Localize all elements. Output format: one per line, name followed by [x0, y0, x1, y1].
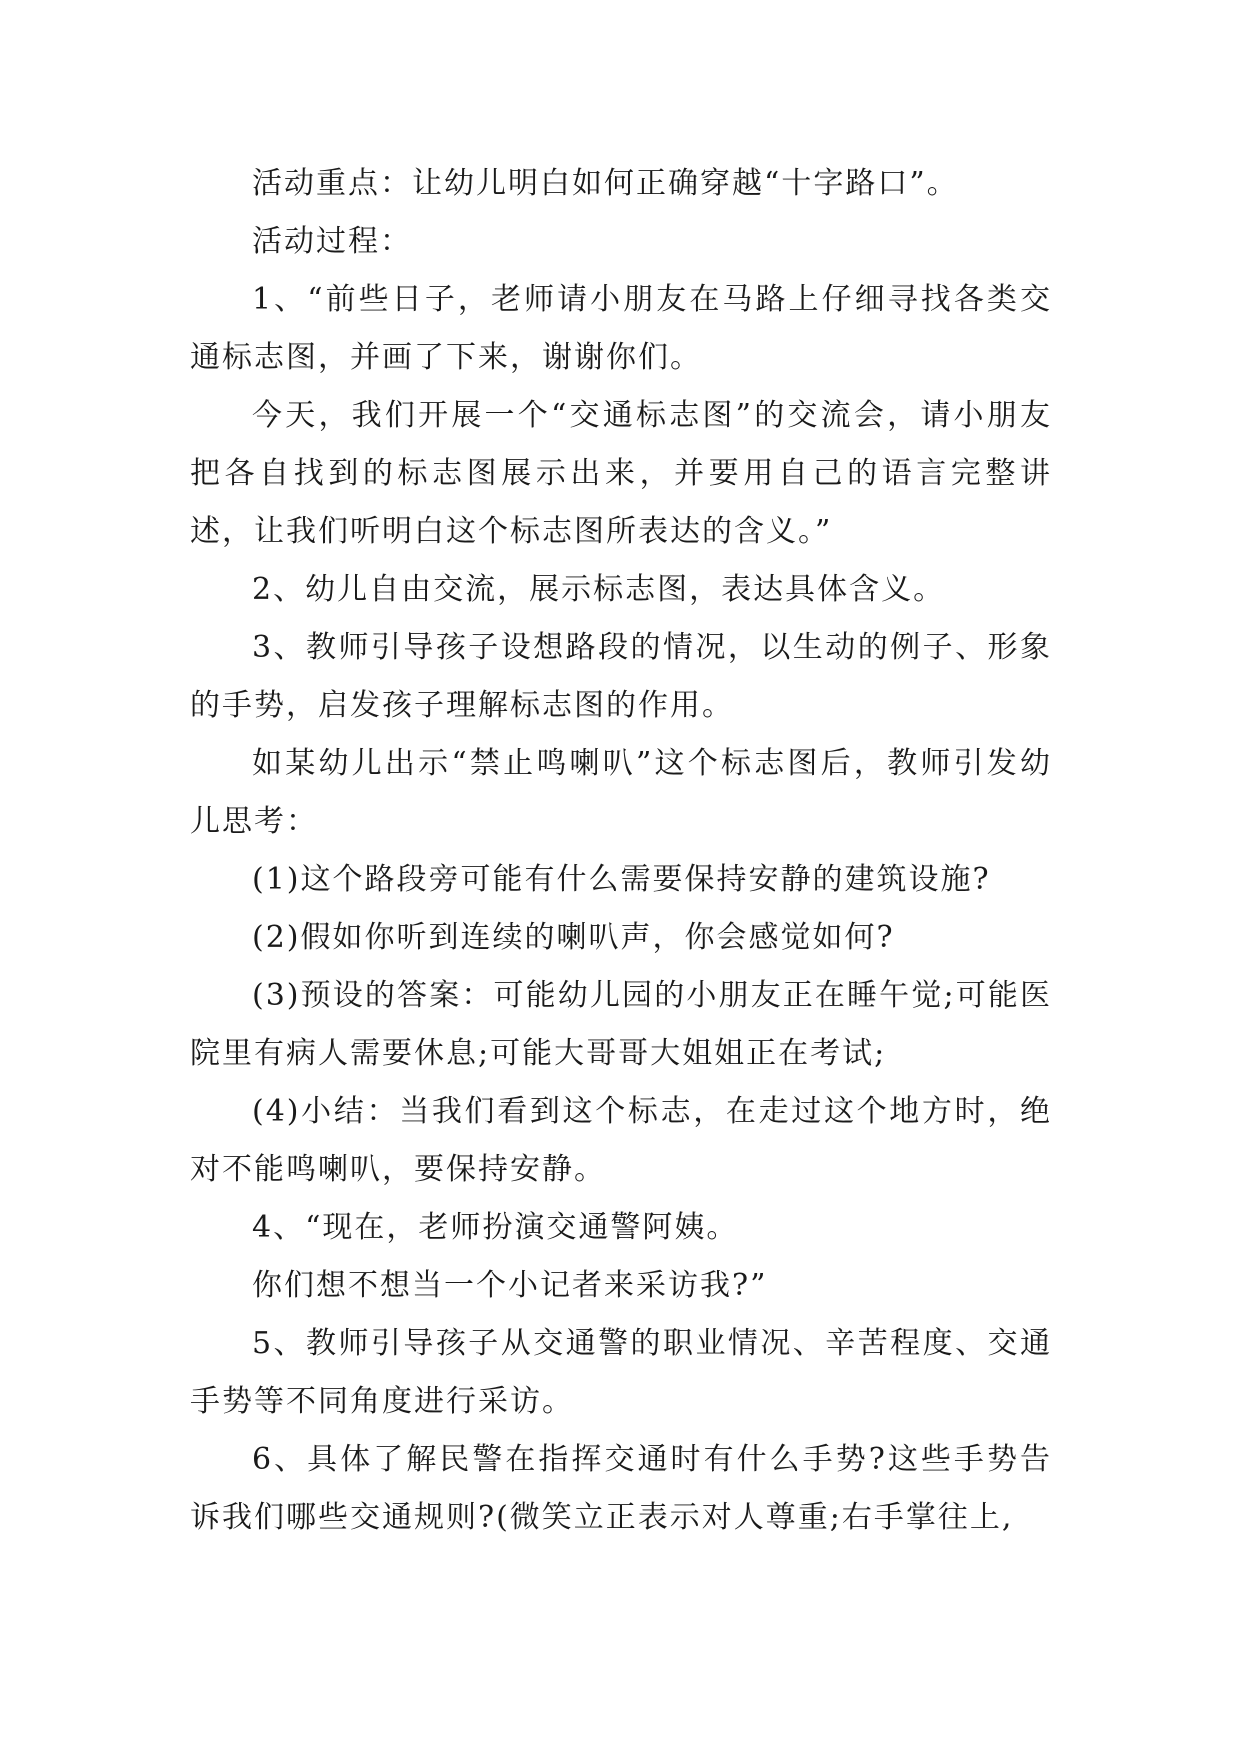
paragraph-question-1: (1)这个路段旁可能有什么需要保持安静的建筑设施?: [252, 862, 991, 897]
paragraph-step-6: 6、具体了解民警在指挥交通时有什么手势?这些手势告诉我们哪些交通规则?(微笑立正表示对人尊重;右手掌往上,: [190, 1442, 1052, 1535]
document-body: [190, 155, 1052, 1547]
paragraph-example: 如某幼儿出示“禁止鸣喇叭”这个标志图后，教师引发幼儿思考：: [190, 746, 1052, 839]
paragraph-step-1-continued: 今天，我们开展一个“交通标志图”的交流会，请小朋友把各自找到的标志图展示出来，并要用自己的语言完整讲述，让我们听明白这个标志图所表达的含义。”: [190, 398, 1052, 549]
paragraph-summary: (4)小结：当我们看到这个标志，在走过这个地方时，绝对不能鸣喇叭，要保持安静。: [190, 1094, 1052, 1187]
paragraph-expected-answers: (3)预设的答案：可能幼儿园的小朋友正在睡午觉;可能医院里有病人需要休息;可能大哥哥大姐姐正在考试;: [190, 978, 1052, 1071]
paragraph-step-1: 1、“前些日子，老师请小朋友在马路上仔细寻找各类交通标志图，并画了下来，谢谢你们。: [190, 282, 1052, 375]
paragraph-step-5: 5、教师引导孩子从交通警的职业情况、辛苦程度、交通手势等不同角度进行采访。: [190, 1326, 1052, 1419]
paragraph-step-3: 3、教师引导孩子设想路段的情况，以生动的例子、形象的手势，启发孩子理解标志图的作用。: [190, 630, 1052, 723]
paragraph-step-2: 2、幼儿自由交流，展示标志图，表达具体含义。: [252, 572, 946, 607]
paragraph-step-4-continued: 你们想不想当一个小记者来采访我?”: [252, 1268, 768, 1303]
paragraph-activity-process-heading: 活动过程：: [252, 224, 412, 259]
paragraph-step-4: 4、“现在，老师扮演交通警阿姨。: [252, 1210, 739, 1245]
paragraph-question-2: (2)假如你听到连续的喇叭声，你会感觉如何?: [252, 920, 895, 955]
paragraph-activity-focus: 活动重点：让幼儿明白如何正确穿越“十字路口”。: [252, 166, 959, 201]
